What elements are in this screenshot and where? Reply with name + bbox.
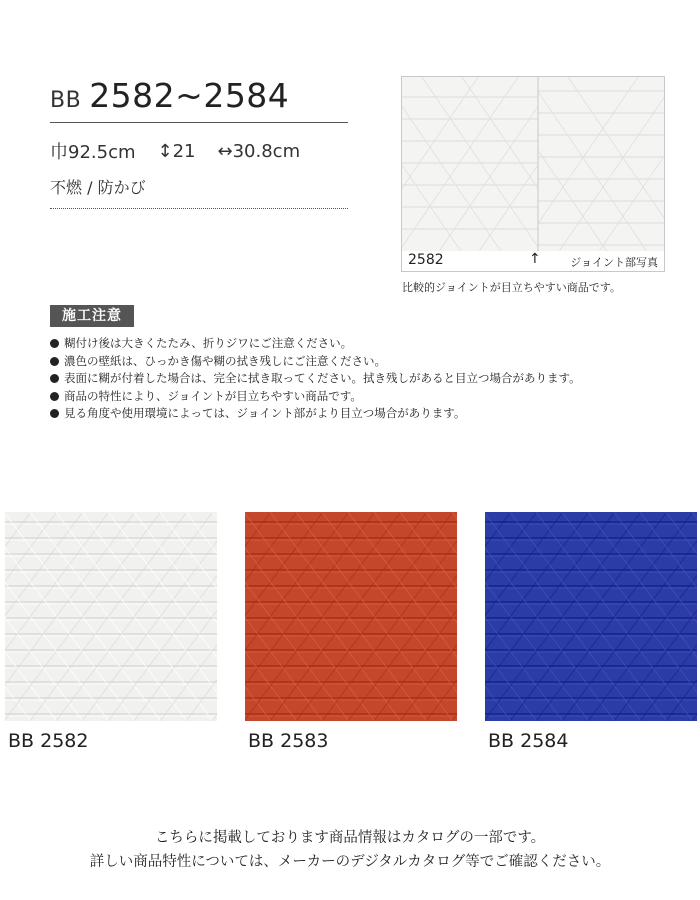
joint-arrow-icon: ↑ <box>529 251 541 267</box>
spec-row <box>50 138 350 164</box>
dotted-divider <box>50 208 348 209</box>
notice-list <box>50 335 581 423</box>
joint-photo-label <box>402 251 664 271</box>
notice-item: 濃色の壁紙は、ひっかき傷や糊の拭き残しにご注意ください。 <box>50 353 581 371</box>
notice-item: 糊付け後は大きくたたみ、折りジワにご注意ください。 <box>50 335 581 353</box>
notice-item: 見る角度や使用環境によっては、ジョイント部がより目立つ場合があります。 <box>50 405 581 423</box>
swatch-code-2583: BB 2583 <box>248 730 329 752</box>
swatch-2584 <box>485 512 697 721</box>
joint-photo <box>401 76 665 272</box>
joint-photo-right-texture <box>538 77 665 253</box>
joint-photo-caption: ジョイント部写真 <box>570 256 658 269</box>
series-prefix: BB <box>50 88 82 113</box>
roll-width: 巾92.5cm <box>50 142 136 163</box>
joint-photo-code: 2582 <box>408 252 444 268</box>
swatch-2583 <box>245 512 457 721</box>
bullet-icon <box>50 357 59 366</box>
joint-seam <box>537 77 539 253</box>
joint-note: 比較的ジョイントが目立ちやすい商品です。 <box>402 281 621 294</box>
swatch-2582 <box>5 512 217 721</box>
footer-line-1: こちらに掲載しております商品情報はカタログの一部です。 <box>154 830 546 846</box>
joint-photo-left-texture <box>402 77 538 253</box>
swatch-code-2584: BB 2584 <box>488 730 569 752</box>
footer-line-2: 詳しい商品特性については、メーカーのデジタルカタログ等でご確認ください。 <box>89 854 611 870</box>
notice-item: 表面に糊が付着した場合は、完全に拭き取ってください。拭き残しがあると目立つ場合があります。 <box>50 370 581 388</box>
bullet-icon <box>50 374 59 383</box>
notice-badge: 施工注意 <box>50 305 134 327</box>
bullet-icon <box>50 339 59 348</box>
bullet-icon <box>50 409 59 418</box>
notice-item: 商品の特性により、ジョイントが目立ちやすい商品です。 <box>50 388 581 406</box>
bullet-icon <box>50 392 59 401</box>
title-divider <box>50 122 348 123</box>
feature-tags: 不燃 / 防かび <box>50 178 146 197</box>
horizontal-repeat: ↔30.8cm <box>217 140 301 162</box>
product-code-range: 2582~2584 <box>89 76 290 115</box>
swatch-code-2582: BB 2582 <box>8 730 89 752</box>
product-title <box>50 76 350 120</box>
vertical-repeat: ↕21 <box>157 140 196 162</box>
